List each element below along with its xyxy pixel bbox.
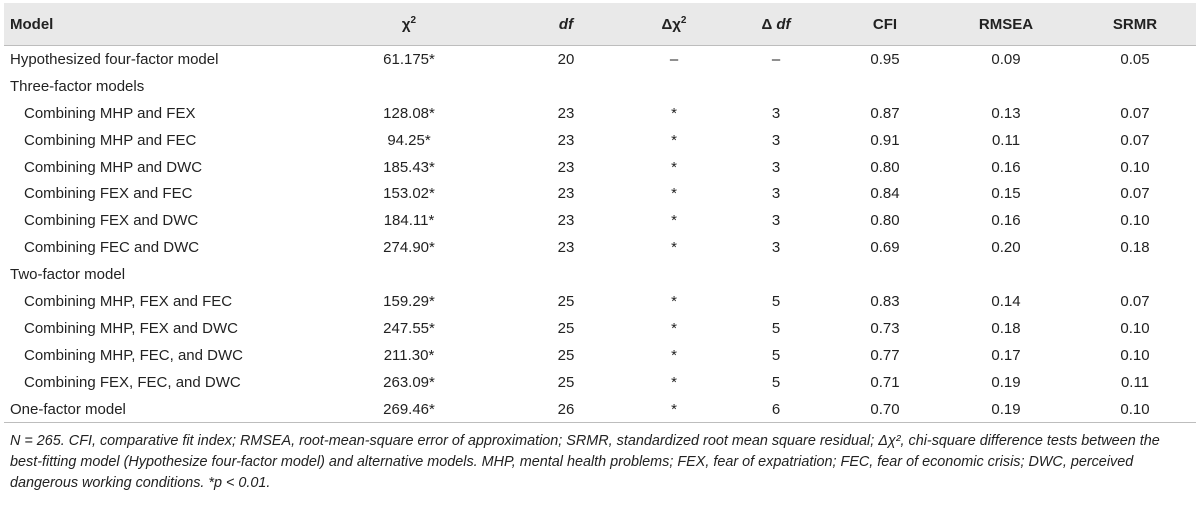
cell-cfi: 0.71 (870, 373, 900, 391)
cell-srmr: 0.07 (1120, 185, 1150, 203)
cell-cfi: 0.77 (870, 346, 900, 364)
header-chi2-sup: 2 (410, 14, 417, 26)
cell-model: Combining MHP and DWC (24, 158, 203, 176)
cell-chi2 (314, 73, 504, 100)
cell-srmr: 0.07 (1120, 131, 1150, 149)
cell-dchi2: – (669, 50, 679, 68)
table-row (4, 127, 1196, 154)
cell-ddf: 3 (771, 158, 781, 176)
header-cfi: CFI (832, 3, 938, 46)
model-fit-table (4, 3, 1196, 423)
cell-model: One-factor model (4, 396, 314, 423)
cell-rmsea: 0.19 (991, 373, 1021, 391)
header-df: df (504, 3, 628, 46)
cell-dchi2: * (671, 131, 677, 149)
cell-rmsea: 0.15 (991, 185, 1021, 203)
cell-df (504, 261, 628, 288)
cell-rmsea: 0.13 (991, 104, 1021, 122)
table-row (4, 73, 1196, 100)
cell-chi2: 211.30* (383, 346, 435, 364)
cell-df: 23 (557, 158, 575, 176)
table-row (4, 180, 1196, 207)
header-delta-chi2-symbol: Δχ (661, 15, 681, 33)
table-row (4, 369, 1196, 396)
cell-model: Combining FEX and DWC (24, 212, 199, 230)
cell-model: Combining MHP and FEC (24, 131, 197, 149)
cell-ddf: 3 (771, 239, 781, 257)
cell-srmr: 0.18 (1120, 239, 1150, 257)
cell-srmr: 0.05 (1120, 50, 1150, 68)
cell-df: 26 (504, 396, 628, 423)
cell-chi2: 128.08* (383, 104, 435, 122)
cell-ddf: 6 (720, 396, 832, 423)
header-delta-df-label: df (776, 15, 791, 33)
cell-df: 23 (557, 239, 575, 257)
cell-df: 23 (557, 104, 575, 122)
cell-rmsea: 0.16 (991, 212, 1021, 230)
cell-model: Combining MHP, FEX and DWC (24, 319, 238, 337)
header-row (4, 3, 1196, 46)
cell-srmr: 0.10 (1120, 319, 1150, 337)
cell-rmsea: 0.18 (991, 319, 1021, 337)
header-chi2-symbol: χ (401, 15, 411, 33)
cell-rmsea: 0.14 (991, 292, 1021, 310)
cell-dchi2: * (671, 158, 677, 176)
cell-df: 20 (557, 50, 575, 68)
cell-model: Hypothesized four-factor model (10, 50, 219, 68)
cell-cfi (832, 261, 938, 288)
cell-df: 25 (557, 319, 575, 337)
table-row (4, 46, 1196, 73)
cell-chi2: 94.25* (387, 131, 431, 149)
cell-df: 23 (557, 131, 575, 149)
cell-chi2: 153.02* (383, 185, 435, 203)
table-row (4, 261, 1196, 288)
cell-rmsea: 0.17 (991, 346, 1021, 364)
table-row (4, 315, 1196, 342)
cell-srmr: 0.10 (1074, 396, 1196, 423)
cell-chi2: 269.46* (314, 396, 504, 423)
table-row (4, 100, 1196, 127)
cell-model: Combining FEX, FEC, and DWC (24, 373, 241, 391)
cell-cfi: 0.69 (870, 239, 900, 257)
cell-dchi2: * (671, 346, 677, 364)
cell-cfi: 0.70 (832, 396, 938, 423)
cell-dchi2: * (671, 185, 677, 203)
cell-df (504, 73, 628, 100)
cell-ddf: 5 (771, 346, 781, 364)
cell-cfi: 0.87 (870, 104, 900, 122)
cell-srmr: 0.07 (1120, 292, 1150, 310)
header-delta-chi2 (628, 3, 720, 46)
table-body (4, 46, 1196, 423)
cell-srmr: 0.10 (1120, 346, 1150, 364)
cell-ddf: 5 (771, 373, 781, 391)
cell-srmr: 0.07 (1120, 104, 1150, 122)
cell-model: Combining MHP and FEX (24, 104, 196, 122)
cell-df: 25 (557, 373, 575, 391)
cell-ddf: 3 (771, 104, 781, 122)
cell-chi2 (314, 261, 504, 288)
group-label: Two-factor model (10, 266, 126, 284)
cell-srmr (1074, 73, 1196, 100)
table-row (4, 234, 1196, 261)
cell-chi2: 263.09* (383, 373, 435, 391)
cell-chi2: 185.43* (383, 158, 435, 176)
cell-srmr: 0.11 (1120, 373, 1150, 391)
cell-ddf (720, 261, 832, 288)
cell-ddf (720, 73, 832, 100)
cell-chi2: 247.55* (383, 319, 435, 337)
table-footnote: N = 265. CFI, comparative fit index; RMSEA, root-mean-square error of approximation; SRMR, standardized root mean square residual; Δχ², chi-square difference tests between the best-fitting model (Hypothesize four-factor model) and alternative models. MHP, mental health problems; FEX, fear of expatriation; FEC, fear of economic crisis; DWC, perceived dangerous working conditions. *p < 0.01. (10, 433, 1160, 492)
cell-ddf: 5 (771, 319, 781, 337)
cell-srmr (1074, 261, 1196, 288)
header-delta-df (720, 3, 832, 46)
cell-dchi2: * (671, 239, 677, 257)
cell-dchi2: * (671, 319, 677, 337)
cell-ddf: 3 (771, 131, 781, 149)
cell-cfi: 0.95 (870, 50, 900, 68)
cell-srmr: 0.10 (1120, 212, 1150, 230)
cell-model: Combining MHP, FEC, and DWC (24, 346, 243, 364)
cell-ddf: 3 (771, 212, 781, 230)
cell-cfi (832, 73, 938, 100)
cell-srmr: 0.10 (1120, 158, 1150, 176)
header-rmsea: RMSEA (938, 3, 1074, 46)
cell-cfi: 0.73 (870, 319, 900, 337)
cell-rmsea (938, 73, 1074, 100)
cell-df: 25 (557, 292, 575, 310)
cell-chi2: 274.90* (383, 239, 435, 257)
cell-cfi: 0.83 (870, 292, 900, 310)
cell-df: 25 (557, 346, 575, 364)
header-delta-df-symbol: Δ (761, 15, 777, 33)
header-delta-chi2-sup: 2 (680, 14, 687, 26)
cell-dchi2 (628, 261, 720, 288)
table-row (4, 154, 1196, 181)
table-row (4, 288, 1196, 315)
cell-model: Combining MHP, FEX and FEC (24, 292, 233, 310)
table-row (4, 396, 1196, 423)
cell-dchi2: * (671, 373, 677, 391)
cell-rmsea: 0.20 (991, 239, 1021, 257)
cell-dchi2: * (671, 292, 677, 310)
cell-rmsea: 0.16 (991, 158, 1021, 176)
cell-chi2: 184.11* (383, 212, 435, 230)
cell-chi2: 61.175* (383, 50, 435, 68)
cell-dchi2: * (671, 104, 677, 122)
cell-dchi2 (628, 73, 720, 100)
table-row (4, 207, 1196, 234)
cell-rmsea: 0.19 (938, 396, 1074, 423)
cell-ddf: 3 (771, 185, 781, 203)
cell-model: Combining FEC and DWC (24, 239, 200, 257)
cell-df: 23 (557, 212, 575, 230)
cell-rmsea (938, 261, 1074, 288)
header-srmr: SRMR (1074, 3, 1196, 46)
cell-df: 23 (557, 185, 575, 203)
cell-ddf: – (771, 50, 781, 68)
cell-cfi: 0.80 (870, 158, 900, 176)
cell-rmsea: 0.11 (991, 131, 1021, 149)
cell-dchi2: * (628, 396, 720, 423)
header-model: Model (4, 3, 314, 46)
cell-ddf: 5 (771, 292, 781, 310)
cell-dchi2: * (671, 212, 677, 230)
table-row (4, 342, 1196, 369)
cell-model: Combining FEX and FEC (24, 185, 193, 203)
group-label: Three-factor models (10, 77, 145, 95)
cell-rmsea: 0.09 (991, 50, 1021, 68)
cell-cfi: 0.91 (870, 131, 900, 149)
cell-chi2: 159.29* (383, 292, 435, 310)
header-chi2 (314, 3, 504, 46)
cell-cfi: 0.80 (870, 212, 900, 230)
cell-cfi: 0.84 (870, 185, 900, 203)
